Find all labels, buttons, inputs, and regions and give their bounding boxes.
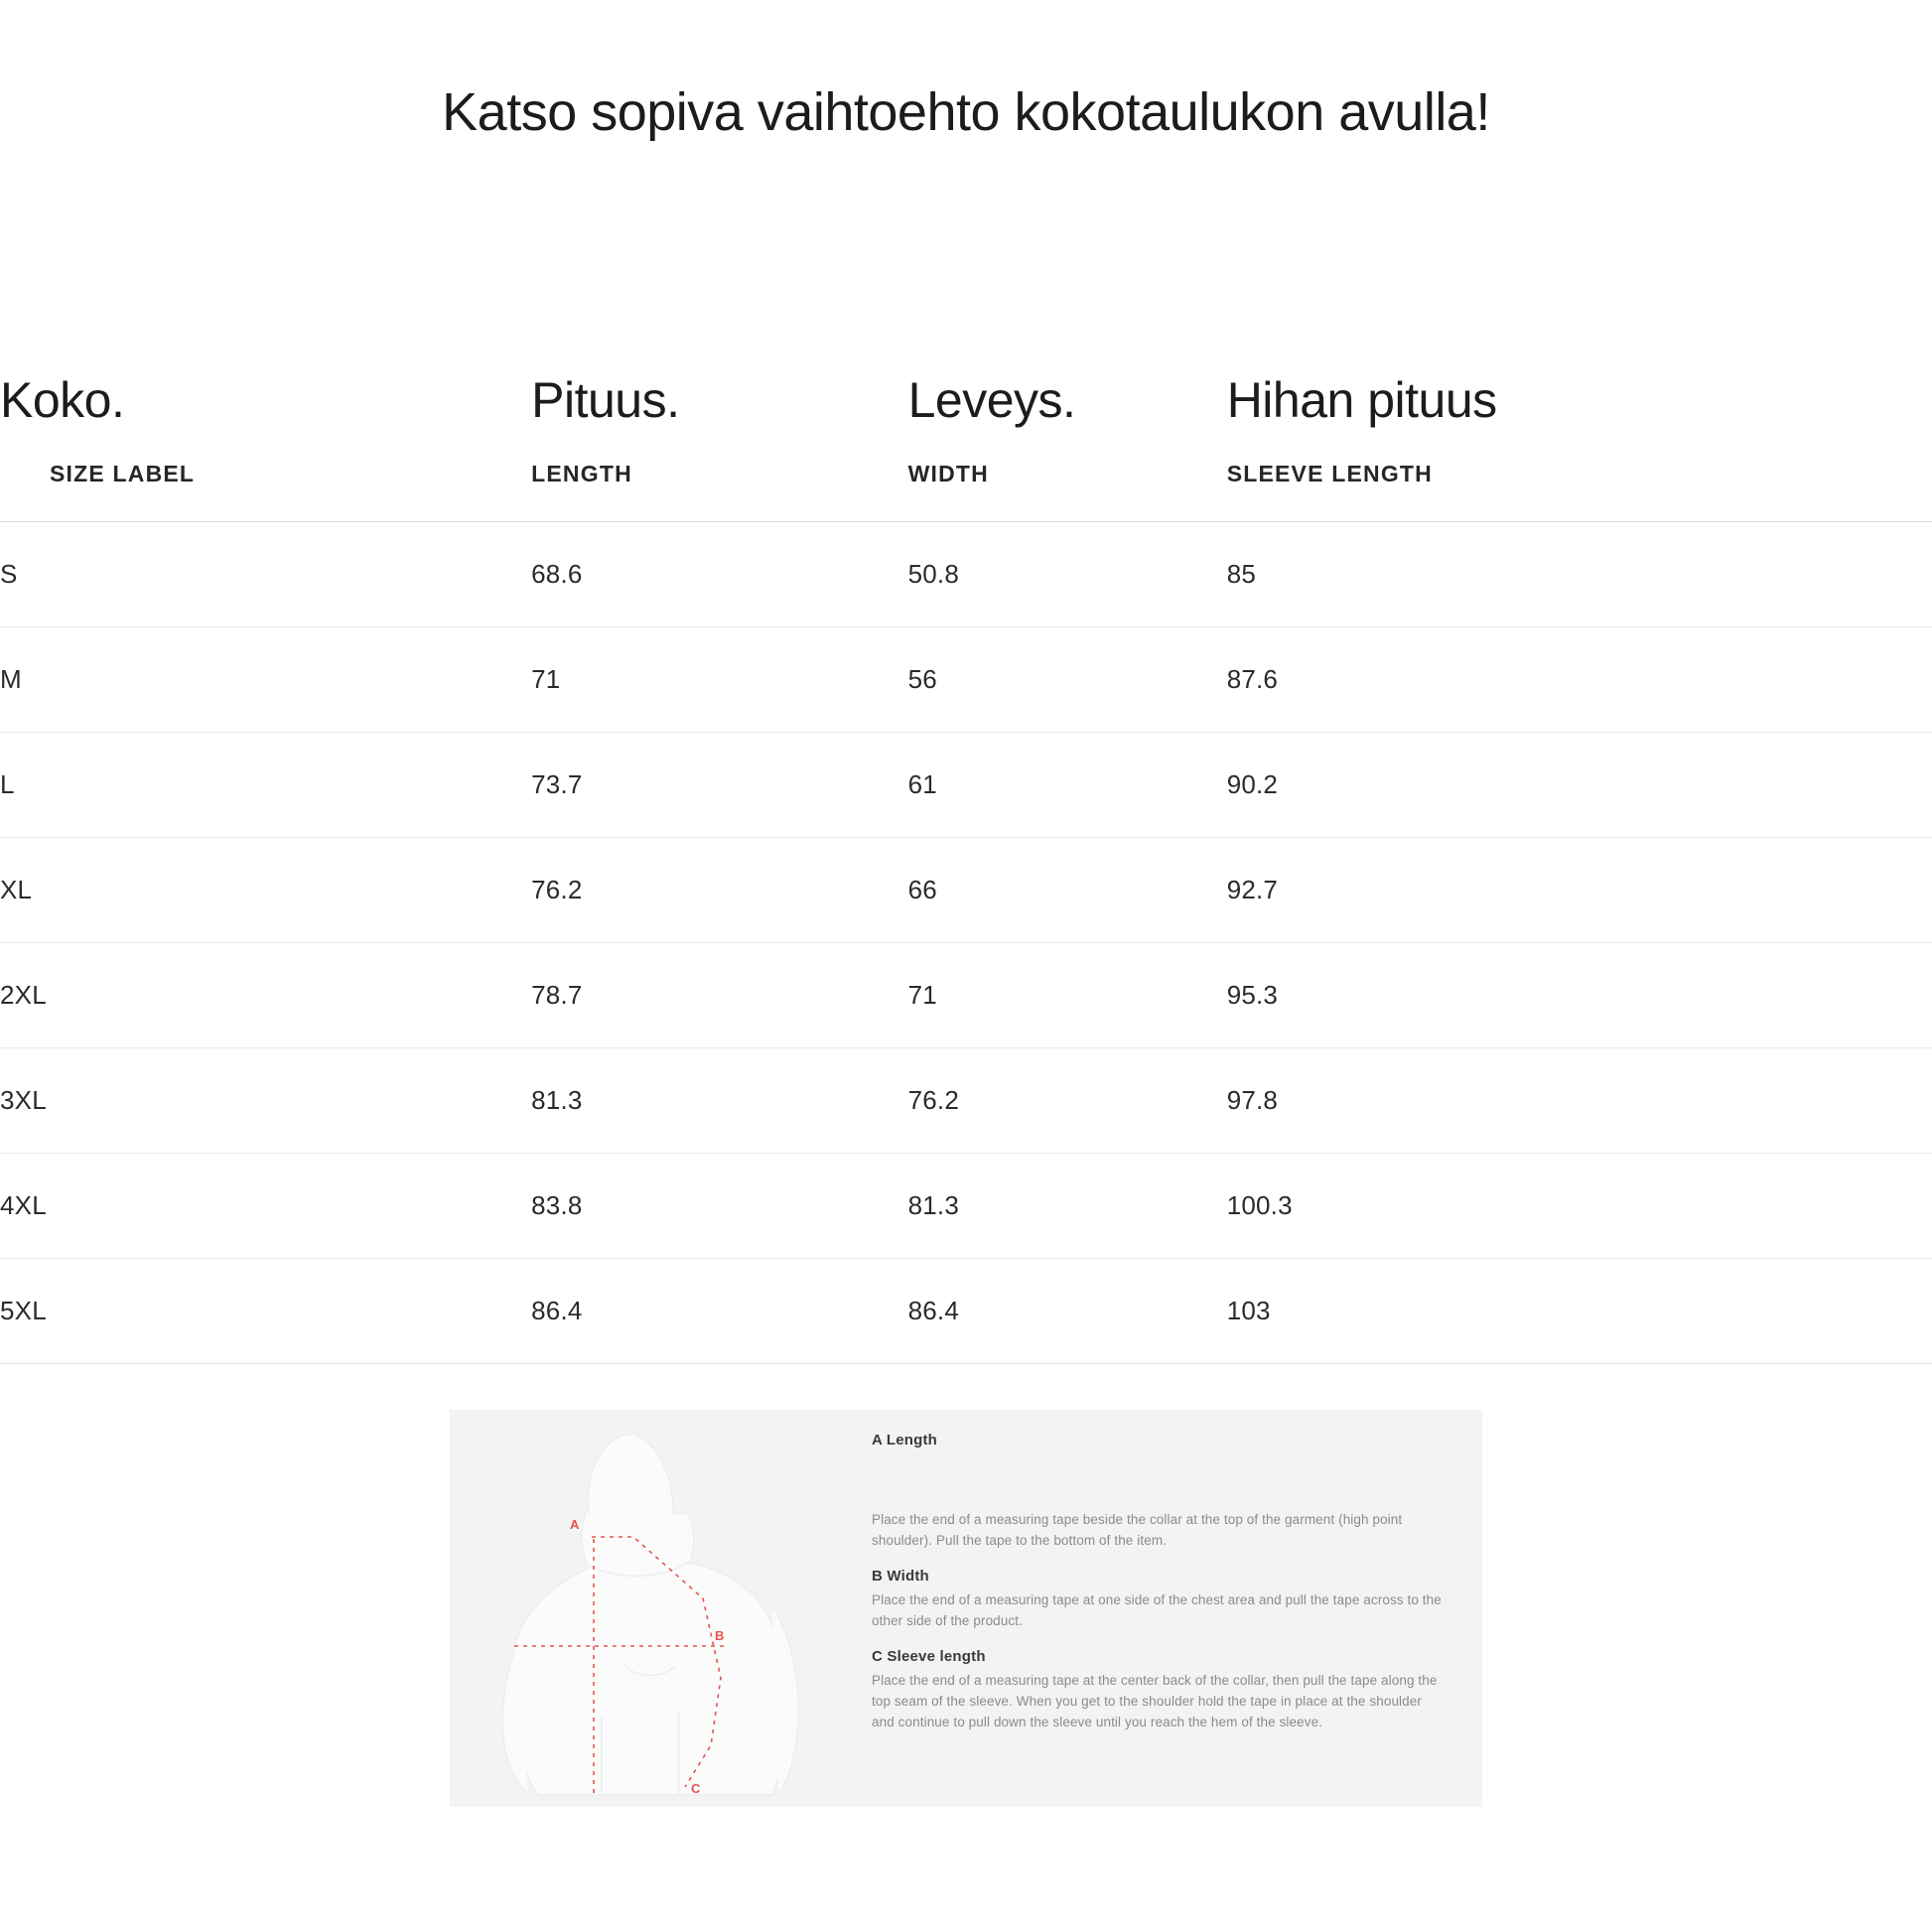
diagram-label-a: A <box>570 1517 580 1532</box>
cell-length: 68.6 <box>531 522 907 627</box>
table-row <box>0 1259 1932 1364</box>
size-table-container <box>0 371 1932 1364</box>
diagram-label-c: C <box>691 1781 701 1796</box>
header-fi-sleeve: Hihan pituus <box>1226 372 1497 428</box>
cell-sleeve: 97.8 <box>1227 1048 1932 1154</box>
cell-sleeve: 85 <box>1227 522 1932 627</box>
cell-length: 81.3 <box>531 1048 907 1154</box>
hoodie-diagram <box>450 1410 862 1807</box>
cell-size: S <box>0 522 531 627</box>
cell-width: 50.8 <box>908 522 1227 627</box>
cell-width: 66 <box>908 838 1227 943</box>
cell-sleeve: 100.3 <box>1227 1154 1932 1259</box>
header-en-width: WIDTH <box>908 433 1227 522</box>
header-en-length: LENGTH <box>531 433 907 522</box>
guide-title-width: B Width <box>872 1567 929 1585</box>
guide-body-sleeve: Place the end of a measuring tape at the center back of the collar, then pull the tape along the top seam of the sleeve. When you get to the shoulder hold the tape in place at the shoulder and continue to pull down the sleeve until you reach the hem of the sleeve. <box>872 1672 1438 1729</box>
header-row-finnish <box>0 371 1932 433</box>
cell-size: 2XL <box>0 943 531 1048</box>
cell-sleeve: 90.2 <box>1227 733 1932 838</box>
page-title: Katso sopiva vaihtoehto kokotaulukon avulla! <box>442 82 1490 142</box>
cell-sleeve: 103 <box>1227 1259 1932 1364</box>
table-row <box>0 1154 1932 1259</box>
guide-body-width: Place the end of a measuring tape at one side of the chest area and pull the tape across to the other side of the product. <box>872 1591 1442 1628</box>
cell-size: 4XL <box>0 1154 531 1259</box>
cell-length: 83.8 <box>531 1154 907 1259</box>
header-fi-size: Koko. <box>0 372 125 428</box>
spacer <box>872 1454 1443 1510</box>
header-en-sleeve: SLEEVE LENGTH <box>1227 433 1932 522</box>
diagram-label-b: B <box>715 1628 725 1643</box>
cell-length: 73.7 <box>531 733 907 838</box>
table-row <box>0 522 1932 627</box>
table-row <box>0 1048 1932 1154</box>
table-row <box>0 943 1932 1048</box>
cell-width: 61 <box>908 733 1227 838</box>
measurement-guide-panel <box>450 1410 1482 1807</box>
table-row <box>0 733 1932 838</box>
cell-size: M <box>0 627 531 733</box>
measurement-guide-text <box>862 1410 1482 1807</box>
size-table-head <box>0 371 1932 522</box>
cell-length: 76.2 <box>531 838 907 943</box>
header-row-english <box>0 433 1932 522</box>
header-en-size: SIZE LABEL <box>0 433 531 522</box>
cell-size: 5XL <box>0 1259 531 1364</box>
cell-width: 71 <box>908 943 1227 1048</box>
cell-sleeve: 95.3 <box>1227 943 1932 1048</box>
cell-size: 3XL <box>0 1048 531 1154</box>
size-table-body <box>0 522 1932 1364</box>
guide-title-length: A Length <box>872 1432 938 1449</box>
cell-length: 86.4 <box>531 1259 907 1364</box>
cell-width: 76.2 <box>908 1048 1227 1154</box>
cell-length: 78.7 <box>531 943 907 1048</box>
size-table <box>0 371 1932 1364</box>
cell-width: 86.4 <box>908 1259 1227 1364</box>
cell-sleeve: 87.6 <box>1227 627 1932 733</box>
cell-sleeve: 92.7 <box>1227 838 1932 943</box>
cell-size: XL <box>0 838 531 943</box>
hoodie-illustration-icon <box>475 1418 852 1800</box>
guide-title-sleeve: C Sleeve length <box>872 1647 986 1665</box>
table-row <box>0 838 1932 943</box>
table-row <box>0 627 1932 733</box>
guide-body-length: Place the end of a measuring tape beside the collar at the top of the garment (high point shoulder). Pull the tape to the bottom of the item. <box>872 1512 1403 1548</box>
cell-length: 71 <box>531 627 907 733</box>
cell-width: 56 <box>908 627 1227 733</box>
cell-size: L <box>0 733 531 838</box>
cell-width: 81.3 <box>908 1154 1227 1259</box>
header-fi-length: Pituus. <box>531 372 680 428</box>
header-fi-width: Leveys. <box>907 372 1076 428</box>
